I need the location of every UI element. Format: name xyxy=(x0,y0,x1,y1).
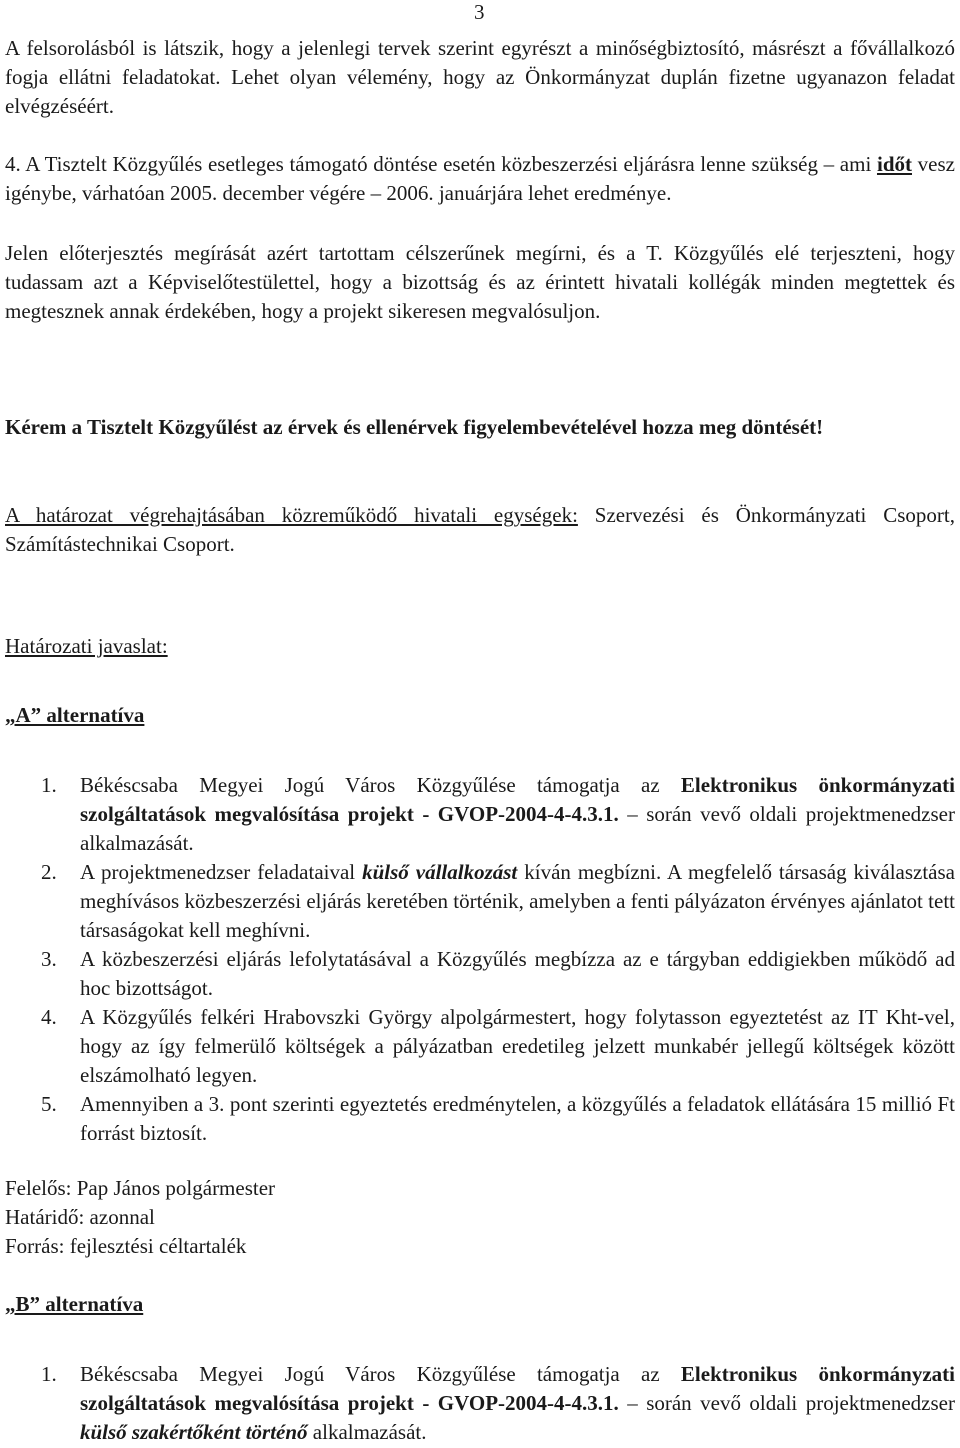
item-number: 1. xyxy=(41,773,57,797)
paragraph-purpose: Jelen előterjesztés megírását azért tartottam célszerűnek megírni, és a T. Közgyűlés elé terjeszteni, hogy tudassam azt a Képviselőtestülettel, hogy a bizottság és az érintett hivatali kollégák minden megtettek és megtesznek annak érdekében, hogy a projekt sikeresen megvalósuljon. xyxy=(5,241,955,323)
external-contractor: külső vállalkozást xyxy=(362,860,518,884)
procurement-emphasis: időt xyxy=(876,152,912,176)
page-number: 3 xyxy=(474,0,485,24)
item-number: 1. xyxy=(41,1362,57,1386)
project-name: Elektronikus önkormányzati szolgáltatások megvalósítása projekt - GVOP-2004-4-4.3.1. xyxy=(80,1362,955,1415)
item-text-end: kíván megbízni. A megfelelő társaság kiválasztása meghívásos közbeszerzési eljárás keretében történik, amelyben a fenti pályázaton érvényes ajánlatot tett társaságokat kell meghívni. xyxy=(80,860,955,942)
paragraph-quality-assurance: A felsorolásból is látszik, hogy a jelenlegi tervek szerint egyrészt a minőségbiztosító, másrészt a fővállalkozó fogja ellátni feladatokat. Lehet olyan vélemény, hogy az Önkormányzat duplán fizetne ugyanazon feladat elvégzéséért. xyxy=(5,36,955,118)
paragraph-request: Kérem a Tisztelt Közgyűlést az érvek és ellenérvek figyelembevételével hozza meg döntését! xyxy=(5,415,824,439)
procurement-text-b: vesz igénybe, várhatóan 2005. december végére – 2006. januárjára lehet eredménye. xyxy=(5,152,955,205)
external-expert: külső szakértőként történő xyxy=(80,1420,308,1444)
deadline-line: Határidő: azonnal xyxy=(5,1205,155,1229)
alternative-a-title: „A” alternatíva xyxy=(5,703,145,727)
alternative-b-list xyxy=(5,1360,955,1447)
list-item xyxy=(5,1003,955,1090)
project-name: Elektronikus önkormányzati szolgáltatások megvalósítása projekt - GVOP-2004-4-4.3.1. xyxy=(80,773,955,826)
item-number: 3. xyxy=(41,947,57,971)
paragraph-procurement xyxy=(5,150,955,208)
item-text: A közbeszerzési eljárás lefolytatásával a Közgyűlés megbízza az e tárgyban eddigiekben működő ad hoc bizottságot. xyxy=(80,947,955,1000)
resolution-heading: Határozati javaslat: xyxy=(5,634,168,658)
item-text: Amennyiben a 3. pont szerinti egyeztetés eredménytelen, a közgyűlés a feladatok ellátására 15 millió Ft forrást biztosít. xyxy=(80,1092,955,1145)
alternative-b-title: „B” alternatíva xyxy=(5,1292,144,1316)
item-text: A Közgyűlés felkéri Hrabovszki György alpolgármestert, hogy folytasson egyeztetést az IT Kht-vel, hogy az így felmerülő költségek a pályázatban eredetileg jelzett munkabér jellegű költségek között elszámolható legyen. xyxy=(80,1005,955,1087)
item-text-mid: – során vevő oldali projektmenedzser xyxy=(618,1391,955,1415)
responsible-line: Felelős: Pap János polgármester xyxy=(5,1176,276,1200)
item-text-end: – során vevő oldali projektmenedzser alkalmazását. xyxy=(80,802,955,855)
procurement-text-a: 4. A Tisztelt Közgyűlés esetleges támogató döntése esetén közbeszerzési eljárásra lenne szükség – ami xyxy=(5,152,877,176)
list-item xyxy=(5,1090,955,1148)
item-number: 2. xyxy=(41,860,57,884)
units-label: A határozat végrehajtásában közreműködő hivatali egységek: xyxy=(5,503,578,527)
list-item xyxy=(5,1360,955,1447)
paragraph-units xyxy=(5,501,955,559)
units-list: Szervezési és Önkormányzati Csoport, Számítástechnikai Csoport. xyxy=(5,503,955,556)
list-item xyxy=(5,858,955,945)
list-item xyxy=(5,945,955,1003)
item-text: Békéscsaba Megyei Jogú Város Közgyűlése támogatja az xyxy=(80,1362,681,1386)
list-item xyxy=(5,771,955,858)
alternative-a-list xyxy=(5,771,955,1148)
item-number: 5. xyxy=(41,1092,57,1116)
item-text: A projektmenedzser feladataival xyxy=(80,860,363,884)
item-text-end: alkalmazását. xyxy=(307,1420,427,1444)
item-text: Békéscsaba Megyei Jogú Város Közgyűlése támogatja az xyxy=(80,773,681,797)
item-number: 4. xyxy=(41,1005,57,1029)
source-line: Forrás: fejlesztési céltartalék xyxy=(5,1234,247,1258)
